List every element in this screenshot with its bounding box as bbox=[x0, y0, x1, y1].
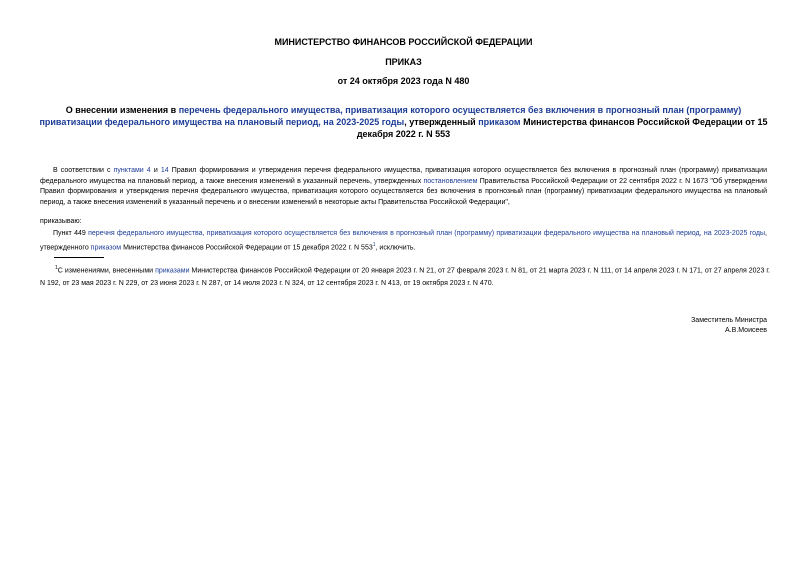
title-link-order[interactable]: приказом bbox=[478, 117, 521, 127]
footnote bbox=[40, 262, 770, 290]
footnote-mark: 1 bbox=[55, 265, 58, 271]
p3-text-d: , исключить. bbox=[375, 243, 416, 251]
footnote-link-orders[interactable]: приказами bbox=[155, 267, 190, 275]
title-suffix: Министерства финансов Российской Федерации от 15 декабря 2022 г. N 553 bbox=[356, 117, 768, 139]
signatory-name: А.В.Моисеев bbox=[725, 327, 767, 334]
p3-link-order[interactable]: приказом bbox=[90, 243, 122, 251]
title-middle: , утвержденный bbox=[404, 117, 479, 127]
p1-link-14[interactable]: 14 bbox=[160, 167, 169, 174]
footnote-text-b: Министерства финансов Российской Федерации от 20 января 2023 г. N 21, от 27 февраля 2023 г. N 81, от 21 марта 2023 г. N 111, от 14 апреля 2023 г. N 171, от 27 апреля 2023 г. N 192, от 23 мая 2023 г. N 229, от 23 июня 2023 г. N 287, от 14 июля 2023 г. N 324, от 12 сентября 2023 г. N 413, от 19 октября 2023 г. N 470. bbox=[40, 267, 770, 288]
date-number-heading: от 24 октября 2023 года N 480 bbox=[337, 76, 470, 86]
preamble-paragraph bbox=[40, 166, 767, 208]
p3-text-b: , утвержденного bbox=[40, 230, 767, 251]
signatory-position: Заместитель Министра bbox=[691, 317, 767, 324]
document-title bbox=[36, 104, 771, 140]
p3-text-c: Министерства финансов Российской Федерации от 15 декабря 2022 г. N 553 bbox=[121, 243, 373, 251]
title-prefix: О внесении изменения в bbox=[65, 105, 179, 115]
footnote-ref[interactable]: 1 bbox=[372, 241, 376, 248]
p3-text-a: Пункт 449 bbox=[53, 230, 89, 237]
title-link-list[interactable]: перечень федерального имущества, приватизация которого осуществляется без включения в прогнозный план (программу) приватизации федерального имущества на плановый период, на 2023-2025 годы bbox=[39, 105, 742, 127]
p1-text-a: В соответствии с bbox=[53, 167, 114, 174]
footnote-text-a: С изменениями, внесенными bbox=[57, 267, 156, 275]
p1-text-d: Правительства Российской Федерации от 22 сентября 2022 г. N 1673 "Об утверждении Правил формирования и утверждения перечня федерального имущества, приватизация которого осуществляется без включения в прогнозный план (программу) приватизации федерального имущества на плановый период, а также внесения изменений в указанный перечень и о внесении изменений в некоторые акты Правительства Российской Федерации", bbox=[40, 177, 768, 206]
p1-link-points[interactable]: пунктами 4 bbox=[113, 167, 151, 174]
footnote-separator bbox=[54, 257, 104, 258]
p3-link-list[interactable]: перечня федерального имущества, приватизация которого осуществляется без включения в прогнозный план (программу) приватизации федерального имущества на плановый период, на 2023-2025 годы bbox=[88, 230, 766, 237]
doc-type-heading: ПРИКАЗ bbox=[385, 57, 422, 67]
order-word: приказываю: bbox=[40, 218, 82, 225]
p1-link-resolution[interactable]: постановлением bbox=[423, 177, 478, 185]
ministry-heading: МИНИСТЕРСТВО ФИНАНСОВ РОССИЙСКОЙ ФЕДЕРАЦИИ bbox=[274, 37, 533, 47]
order-paragraph bbox=[40, 229, 767, 253]
p1-text-b: и bbox=[150, 167, 161, 174]
p1-text-c: Правил формирования и утверждения перечня федерального имущества, приватизация которого осуществляется без включения в прогнозный план (программу) приватизации федерального имущества на плановый период, а также внесения изменений в указанный перечень, утвержденных bbox=[40, 167, 767, 185]
